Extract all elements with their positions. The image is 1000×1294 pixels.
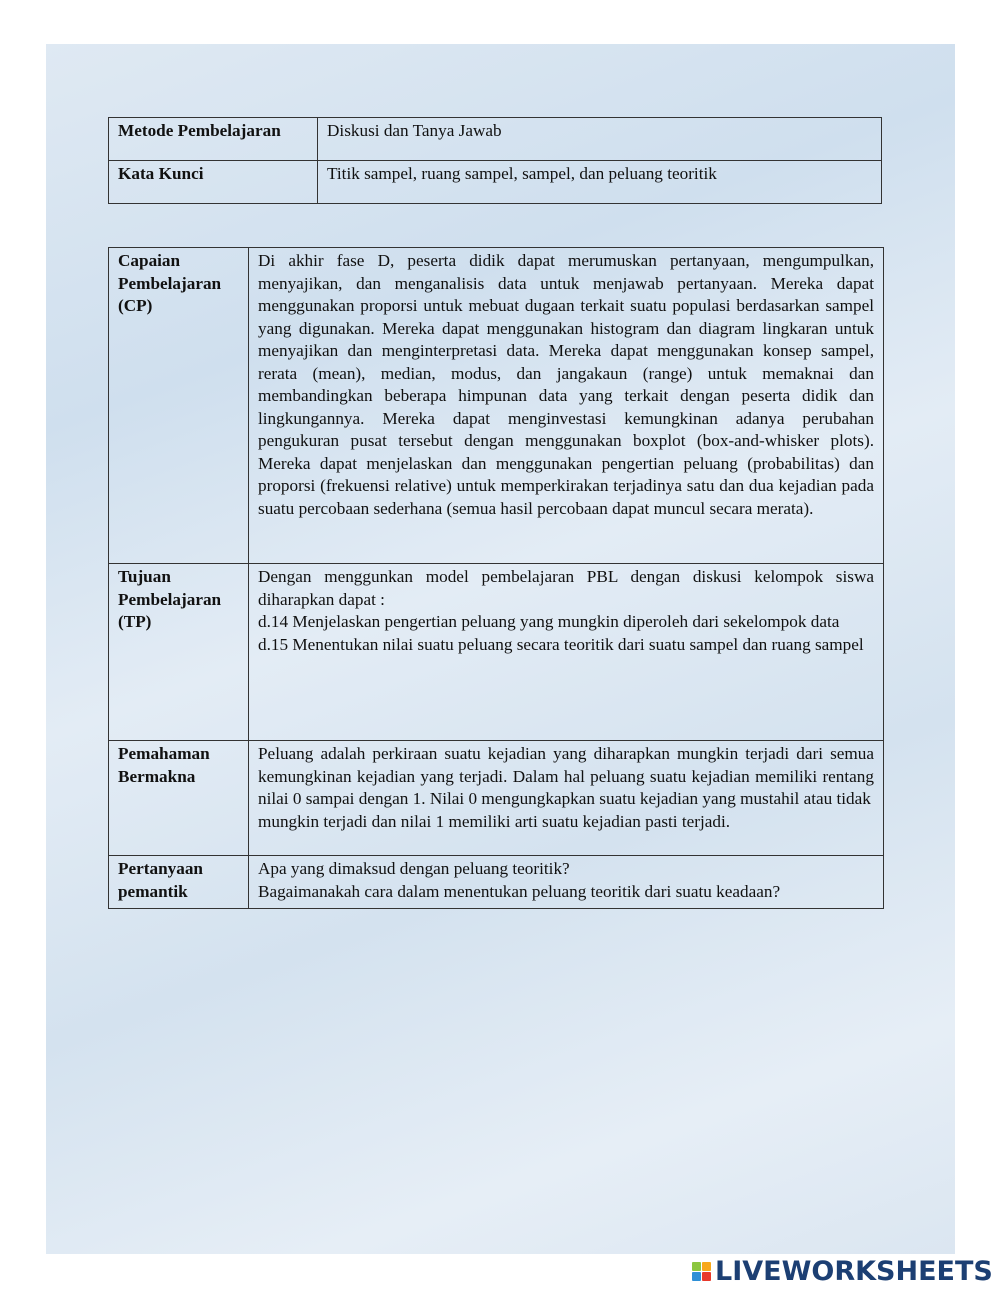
- table-row: [109, 248, 884, 564]
- logo-mark-icon: [692, 1262, 711, 1281]
- paragraph: Bagaimanakah cara dalam menentukan peluang teoritik dari suatu keadaan?: [258, 881, 781, 901]
- paragraph: Dengan menggunkan model pembelajaran PBL dengan diskusi kelompok siswa diharapkan dapat :: [258, 567, 874, 609]
- paragraph: d.15 Menentukan nilai suatu peluang secara teoritik dari suatu sampel dan ruang sampel: [258, 634, 864, 654]
- row-label: Tujuan Pembelajaran (TP): [109, 564, 249, 741]
- row-value: [249, 741, 884, 856]
- row-label: Pemahaman Bermakna: [109, 741, 249, 856]
- paragraph: mungkin terjadi dan nilai 1 memiliki arti suatu kejadian pasti terjadi.: [258, 811, 731, 831]
- table-row: [109, 741, 884, 856]
- table-row: [109, 118, 882, 161]
- row-label: Metode Pembelajaran: [109, 118, 318, 161]
- table-row: [109, 564, 884, 741]
- row-value: [249, 564, 884, 741]
- info-table: [108, 117, 882, 204]
- row-value: [249, 248, 884, 564]
- logo-text: LIVEWORKSHEETS: [715, 1256, 993, 1287]
- row-label: Capaian Pembelajaran (CP): [109, 248, 249, 564]
- liveworksheets-logo: [692, 1256, 993, 1287]
- paragraph: d.14 Menjelaskan pengertian peluang yang mungkin diperoleh dari sekelompok data: [258, 612, 840, 631]
- row-label: Kata Kunci: [109, 161, 318, 204]
- paragraph: Di akhir fase D, peserta didik dapat merumuskan pertanyaan, mengumpulkan, menyajikan, dan menganalisis data untuk menjawab pertanyaan. Mereka dapat menggunakan proporsi untuk mebuat dugaan terkait suatu populasi berdasarkan sampel yang digunakan. Mereka dapat menggunakan histogram dan diagram lingkaran untuk menyajikan dan menginterpretasi data. Mereka dapat menggunakan konsep sampel, rerata (mean), median, modus, dan jangakaun (range) untuk memaknai dan membandingkan beberapa himpunan data yang terkait dengan peserta didik dan lingkungannya. Mereka dapat menginvestasi kemungkinan adanya perubahan pengukuran pusat tersebut dengan menggunakan boxplot (box-and-whisker plots). Mereka dapat menjelaskan dan menggunakan pengertian peluang (probabilitas) dan proporsi (frekuensi relative) untuk memperkirakan terjadinya satu dan dua kejadian pada suatu percobaan sederhana (semua hasil percobaan dapat muncul secara merata).: [258, 251, 874, 518]
- row-value: Titik sampel, ruang sampel, sampel, dan peluang teoritik: [318, 161, 882, 204]
- row-value: [249, 856, 884, 909]
- row-value: Diskusi dan Tanya Jawab: [318, 118, 882, 161]
- paragraph: Apa yang dimaksud dengan peluang teoritik?: [258, 859, 570, 878]
- table-row: [109, 161, 882, 204]
- learning-table: [108, 247, 884, 909]
- paragraph: Peluang adalah perkiraan suatu kejadian yang diharapkan mungkin terjadi dari semua kemungkinan kejadian yang terjadi. Dalam hal peluang suatu kejadian memiliki rentang nilai 0 sampai dengan 1. Nilai 0 mengungkapkan suatu kejadian yang mustahil atau tidak: [258, 744, 874, 808]
- table-row: [109, 856, 884, 909]
- row-label: Pertanyaan pemantik: [109, 856, 249, 909]
